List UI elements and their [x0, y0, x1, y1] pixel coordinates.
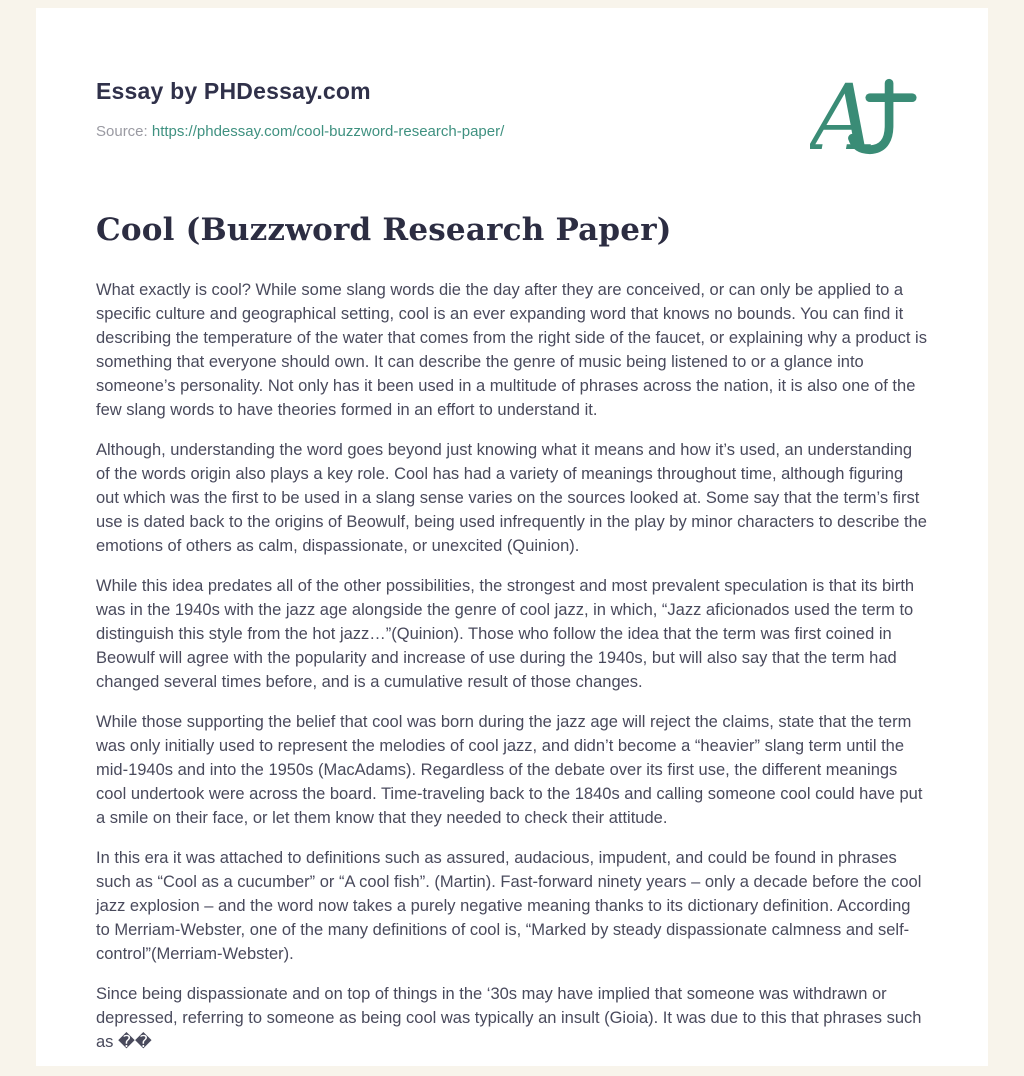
essay-card: [36, 8, 988, 1066]
essay-paragraph: While those supporting the belief that cool was born during the jazz age will reject the claims, state that the term was only initially used to represent the melodies of cool jazz, and didn’t become a “heavier” slang term until the mid-1940s and into the 1950s (MacAdams). Regardless of the debate over its first use, the different meanings cool undertook were across the board. Time-traveling back to the 1840s and calling someone cool could have put a smile on their face, or let them know that they needed to check their attitude.: [96, 713, 923, 827]
source-label: Source:: [96, 123, 148, 140]
page-title: Cool (Buzzword Research Paper): [96, 212, 672, 248]
source-url-link[interactable]: https://phdessay.com/cool-buzzword-research-paper/: [151, 123, 505, 140]
essay-paragraph: What exactly is cool? While some slang words die the day after they are conceived, or can only be applied to a specific culture and geographical setting, cool is an ever expanding word that knows no bounds. You can find it describing the temperature of the water that comes from the right side of the faucet, or explaining why a product is something that everyone should own. It can describe the genre of music being listened to or a glance into someone’s personality. Not only has it been used in a multitude of phrases across the nation, it is also one of the few slang words to have theories formed in an effort to understand it.: [96, 281, 927, 419]
svg-text:A: A: [810, 66, 876, 166]
essay-body: [96, 278, 928, 1054]
essay-paragraph: While this idea predates all of the other possibilities, the strongest and most prevalent speculation is that its birth was in the 1940s with the jazz age alongside the genre of cool jazz, in which, “Jazz aficionados used the term to distinguish this style from the hot jazz…”(Quinion). Those who follow the idea that the term was first coined in Beowulf will agree with the popularity and increase of use during the 1940s, but will also say that the term had changed several times before, and is a cumulative result of those changes.: [96, 577, 915, 691]
phdessay-a-plus-logo-icon: [810, 66, 918, 166]
essay-paragraph: Although, understanding the word goes beyond just knowing what it means and how it’s used, an understanding of the words origin also plays a key role. Cool has had a variety of meanings throughout time, although figuring out which was the first to be used in a slang sense varies on the sources looked at. Some say that the term’s first use is dated back to the origins of Beowulf, being used infrequently in the play by minor characters to describe the emotions of others as calm, dispassionate, or unexcited (Quinion).: [96, 441, 927, 555]
essay-paragraph: Since being dispassionate and on top of things in the ‘30s may have implied that someone was withdrawn or depressed, referring to someone as being cool was typically an insult (Gioia). It was due to this that phrases such as ��: [96, 985, 922, 1051]
brand-heading: Essay by PHDessay.com: [96, 78, 371, 104]
source-line: [96, 123, 928, 140]
essay-content: [36, 8, 988, 1054]
essay-paragraph: In this era it was attached to definitions such as assured, audacious, impudent, and could be found in phrases such as “Cool as a cucumber” or “A cool fish”. (Martin). Fast-forward ninety years – only a decade before the cool jazz explosion – and the word now takes a purely negative meaning thanks to its dictionary definition. According to Merriam-Webster, one of the many definitions of cool is, “Marked by steady dispassionate calmness and self-control”(Merriam-Webster).: [96, 849, 922, 963]
